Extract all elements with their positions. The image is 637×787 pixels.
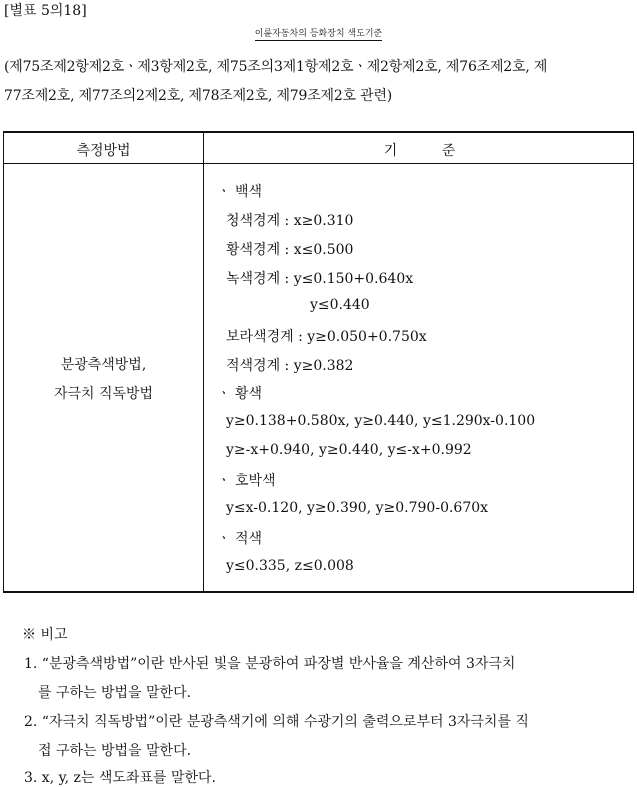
note-2-line-1: 2. “자극치 직독방법”이란 분광측색기에 의해 수광기의 출력으로부터 3자극치를 직 [24,714,529,730]
header-divider [4,163,633,164]
criteria-table [3,131,634,593]
criteria-line: 보라색경계 : y≥0.050+0.750x [226,329,427,345]
criteria-line: y≤0.335, z≤0.008 [226,558,354,574]
criteria-line: y≤x-0.120, y≥0.390, y≥0.790-0.670x [226,500,489,516]
note-1-line-2: 를 구하는 방법을 말한다. [38,685,192,701]
criteria-line: 황색경계 : x≤0.500 [226,242,354,258]
method-cell [4,351,203,409]
column-divider [203,133,204,591]
note-2-line-2: 접 구하는 방법을 말한다. [38,743,192,759]
method-line-1: 분광측색방법, [60,357,147,373]
criteria-white-heading: ㆍ 백색 [217,184,263,200]
annex-tag: [별표 5의18] [4,3,87,19]
criteria-line: y≥-x+0.940, y≥0.440, y≤-x+0.992 [226,442,472,458]
reference-line-1: (제75조제2항제2호ㆍ제3항제2호, 제75조의3제1항제2호ㆍ제2항제2호, 제76조제2호, 제 [4,59,548,75]
criteria-line: 청색경계 : x≥0.310 [226,213,354,229]
criteria-line: y≤0.440 [310,297,370,313]
note-1-line-1: 1. “분광측색방법”이란 반사된 빛을 분광하여 파장별 반사율을 계산하여 3자극치 [24,656,516,672]
reference-line-2: 77조제2호, 제77조의2제2호, 제78조제2호, 제79조제2호 관련) [4,88,393,104]
notes-heading: ※ 비고 [22,627,68,643]
method-line-2: 자극치 직독방법 [53,386,154,402]
document-title [0,26,637,39]
header-criteria: 기 준 [383,143,456,159]
criteria-yellow-heading: ㆍ 황색 [217,386,263,402]
criteria-line: y≥0.138+0.580x, y≥0.440, y≤1.290x-0.100 [226,413,536,429]
note-3: 3. x, y, z는 색도좌표를 말한다. [24,770,216,786]
criteria-red-heading: ㆍ 적색 [217,531,263,547]
title-text: 이륜자동차의 등화장치 색도기준 [254,29,383,39]
criteria-line: 녹색경계 : y≤0.150+0.640x [226,271,414,287]
criteria-line: 적색경계 : y≥0.382 [226,358,354,374]
criteria-amber-heading: ㆍ 호박색 [217,473,276,489]
header-method: 측정방법 [76,143,131,159]
